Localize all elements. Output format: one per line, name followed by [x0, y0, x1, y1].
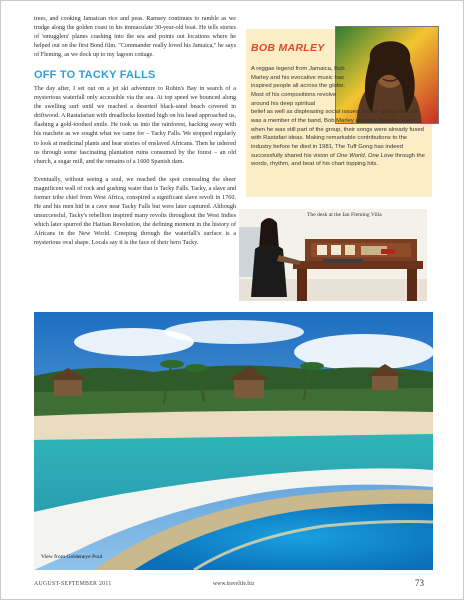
sidebar-text-wide-end: through the words, rhythm, and beat of his chart topping hits.: [251, 152, 425, 168]
desk-illustration: [239, 209, 427, 301]
pool-photo: [34, 312, 433, 570]
footer-url[interactable]: www.travelife.biz: [213, 581, 255, 587]
article-paragraph: Eventually, without seeing a soul, we reached the spot concealing the sheer magnificent wall of rock and gushing water that is Tacky Falls. Tacky, a slave and former tribe chief from West Africa, conspired a significant slave revolt in 1760. He and his men hid in a cave near Tacky Falls but were later captured. Although unsuccessful, Tacky's rebellion inspired many revolts throughout the West Indies which later spurred the Haitian Revolution, the defining moment in the history of Africans in the New World. Creeping through the waterfall's surface is a mysterious oval shape. Locals say it is the face of their hero Tacky.: [34, 176, 236, 246]
article-paragraph: The day after, I set out on a jet ski adventure to Robin's Bay in search of a mysterious waterfall only accessible via the sea. At top speed we bounced along the swelling surf until we reached a deserted black-sand beach covered in driftwood. A Rastafarian with dreadlocks knotted high on his head approached us, flashing a gold-toothed smile. He took us into the rainforest, hacking away with his machete as we sought what we came for – Tacky Falls. We stopped regularly to look at medicinal plants and hear stories of enslaved Africans. Then he ushered us through some fascinating plantation ruins consumed by the forest – an old church, a sugar mill, and the remains of a 1600 Spanish dam.: [34, 86, 236, 165]
desk-photo-caption: The desk at the Ian Fleming Villa: [307, 212, 382, 218]
article-column: [34, 15, 236, 257]
section-heading: OFF TO TACKY FALLS: [34, 69, 156, 82]
sidebar-title: BOB MARLEY: [251, 42, 325, 54]
pool-illustration: [34, 312, 433, 570]
sidebar-text-wide: belief as well as displeasing social issues. Before going solo, he was a member of the band, Bob Marley and The Wailers. Even when he was still part of the group, their songs were already fused with Rastafari ideas. Making remarkable contributions to the industry before he died in 1981, The Tuff Gong has indeed successfully shared his vision of: [251, 109, 424, 159]
footer-issue-date: AUGUST-SEPTEMBER 2011: [34, 581, 112, 587]
sidebar-text-emphasis: One World, One Love: [336, 152, 394, 159]
sidebar-text-narrow: A reggae legend from Jamaica, Bob Marley and his evocative music has inspired people all across the globe. Most of his compositions revolve around his deep spiritual: [251, 66, 345, 107]
pool-photo-caption: View from Goldeneye Pool: [41, 554, 103, 560]
desk-photo: [239, 209, 427, 301]
page-number: 73: [415, 578, 424, 588]
sidebar-text: [251, 65, 427, 169]
article-paragraph: trees, and cooking Jamaican rice and peas. Ramsey continues to ramble as we trudge along the golden coast in his immaculate 30-year-old boat. He tells stories of 'smugglers' planes crashing into the sea and points out locations where he helped out on the first Bond film. "Commander really loved his Jamaica," he says of Fleming, as we dock up to my lagoon cottage.: [34, 16, 236, 59]
